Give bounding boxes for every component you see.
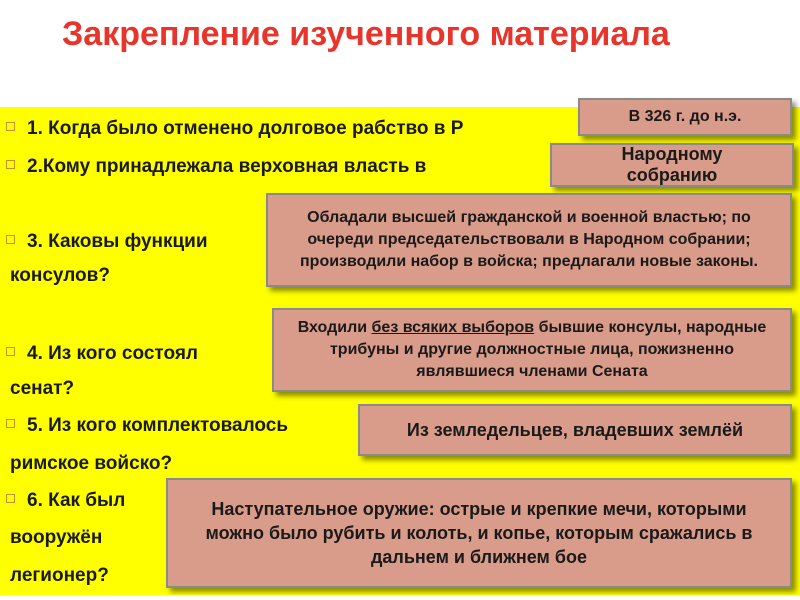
question-5-cont: римское войско? [10, 453, 173, 474]
square-bullet-icon [6, 235, 15, 244]
question-4: 4. Из кого состоял [0, 343, 198, 365]
answer-box-1: В 326 г. до н.э. [578, 98, 792, 136]
square-bullet-icon [6, 494, 15, 503]
question-5: 5. Из кого комплектовалось [0, 415, 288, 437]
answer-box-4: Входили без всяких выборов бывшие консулы, народные трибуны и другие должностные лица, пожизненно являвшиеся членами Сената [272, 308, 792, 392]
square-bullet-icon [6, 347, 15, 356]
answer-box-2: Народному собранию [550, 143, 794, 187]
question-6-cont-2: легионер? [10, 565, 109, 586]
square-bullet-icon [6, 419, 15, 428]
answer-box-3: Обладали высшей гражданской и военной властью; по очереди председательствовали в Народном собрании; производили набор в войска; предлагали новые законы. [266, 193, 792, 287]
slide-title: Закрепление изученного материала [62, 15, 670, 53]
question-3-cont: консулов? [10, 265, 110, 286]
question-4-cont: сенат? [10, 378, 75, 399]
question-6: 6. Как был [0, 490, 125, 512]
square-bullet-icon [6, 160, 15, 169]
question-6-cont-1: вооружён [10, 527, 103, 548]
question-1: 1. Когда было отменено долговое рабство в Р [0, 118, 463, 140]
answer-box-5: Из земледельцев, владевших землёй [358, 404, 792, 456]
answer-box-6: Наступательное оружие: острые и крепкие мечи, которыми можно было рубить и колоть, и копье, которым сражались в дальнем и ближнем бое [166, 478, 792, 588]
square-bullet-icon [6, 122, 15, 131]
question-2: 2.Кому принадлежала верховная власть в [0, 156, 426, 178]
question-3: 3. Каковы функции [0, 231, 208, 253]
